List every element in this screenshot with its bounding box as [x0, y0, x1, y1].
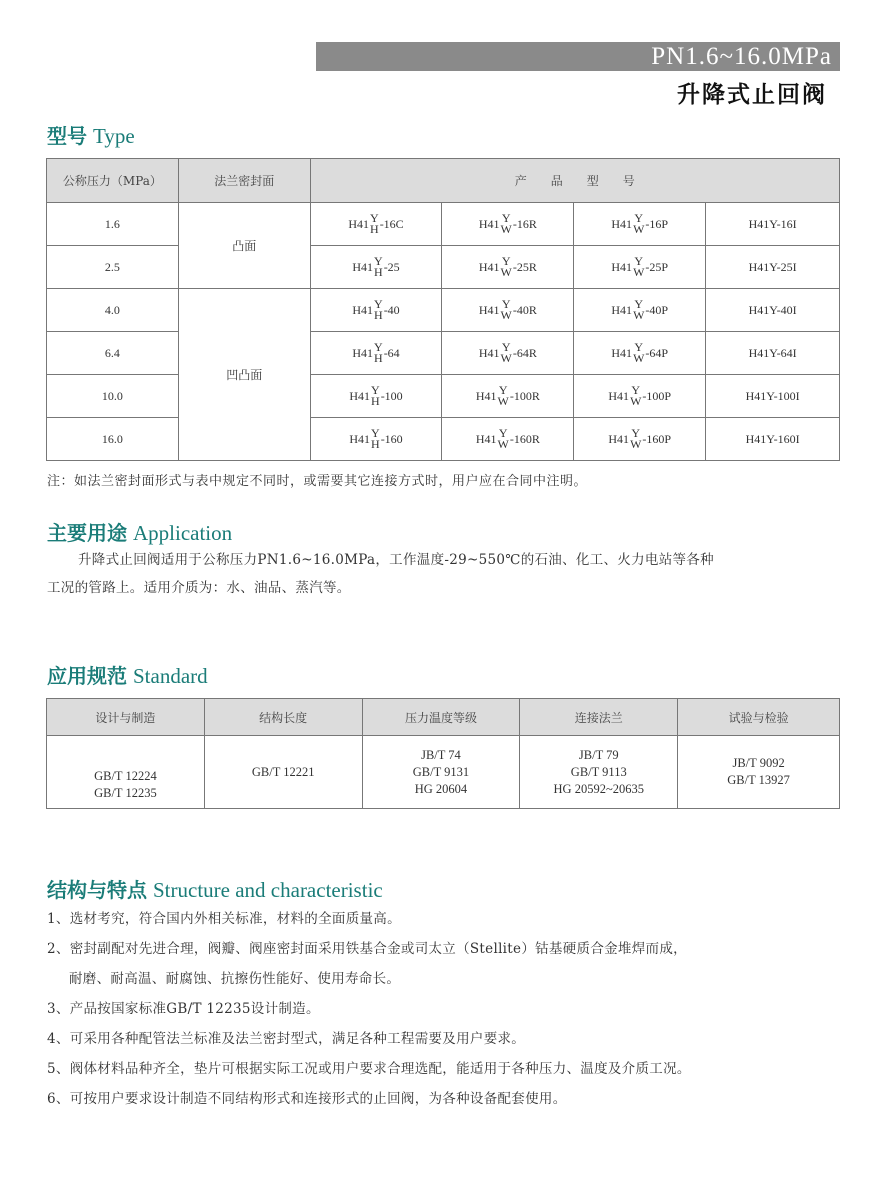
model-cell — [442, 246, 574, 289]
model-variant-top: Y — [634, 254, 644, 268]
model-variant-top: Y — [371, 426, 380, 440]
std-cell-design — [47, 736, 205, 809]
pressure-range: PN1.6~16.0MPa — [651, 43, 832, 70]
model-prefix: H41 — [608, 388, 630, 403]
model-suffix: -40R — [512, 302, 537, 317]
model-suffix: -64R — [512, 345, 537, 360]
model-variant-bottom: W — [630, 394, 642, 408]
model-prefix: H41 — [475, 388, 497, 403]
model-cell — [574, 418, 706, 461]
model-prefix: H41 — [611, 259, 633, 274]
model-variant-top: Y — [374, 254, 383, 268]
model-cell — [574, 246, 706, 289]
model-cell — [442, 332, 574, 375]
model-suffix: -100 — [380, 388, 403, 403]
type-section-title — [47, 120, 135, 149]
model-code — [608, 428, 671, 450]
model-variant-top: Y — [631, 383, 641, 397]
pressure-cell: 1.6 — [47, 203, 179, 246]
model-suffix: -100R — [509, 388, 540, 403]
std-header-flange: 连接法兰 — [520, 699, 678, 736]
model-cell — [574, 375, 706, 418]
model-suffix: -40 — [383, 302, 400, 317]
seal-face-cell: 凸面 — [178, 203, 310, 289]
model-cell — [310, 203, 442, 246]
model-code — [352, 342, 399, 364]
std-cell-test — [678, 736, 840, 809]
std-cell-pressure-rating — [362, 736, 520, 809]
model-variant-bottom: H — [374, 308, 383, 322]
std-value: GB/T 12224 — [94, 769, 157, 783]
model-variant-bottom: H — [371, 394, 380, 408]
model-variant-bottom: H — [374, 265, 383, 279]
model-suffix: -160P — [642, 431, 672, 446]
model-prefix: H41 — [611, 302, 633, 317]
model-variant-bottom: W — [500, 265, 512, 279]
type-title-cn: 型号 — [47, 124, 87, 148]
model-prefix: H41 — [352, 259, 374, 274]
standard-title-cn: 应用规范 — [47, 664, 127, 688]
type-table-header — [47, 159, 840, 203]
model-variant-bottom: H — [374, 351, 383, 365]
structure-item: 3、产品按国家标准GB/T 12235设计制造。 — [47, 1001, 320, 1017]
model-prefix: H41 — [352, 302, 374, 317]
model-variant — [374, 256, 383, 278]
model-variant-top: Y — [498, 426, 508, 440]
std-header-test: 试验与检验 — [678, 699, 840, 736]
std-value: GB/T 13927 — [727, 773, 790, 787]
table-row — [47, 418, 840, 461]
model-variant-top: Y — [370, 211, 379, 225]
model-suffix: -25 — [383, 259, 400, 274]
table-row — [47, 289, 840, 332]
standard-section-title — [47, 660, 208, 689]
model-suffix: -25R — [512, 259, 537, 274]
model-variant — [501, 299, 512, 321]
pressure-cell: 16.0 — [47, 418, 179, 461]
model-variant — [371, 385, 380, 407]
structure-item: 耐磨、耐高温、耐腐蚀、抗擦伤性能好、使用寿命长。 — [69, 971, 401, 987]
model-variant-bottom: W — [633, 351, 645, 365]
model-suffix: -160 — [380, 431, 403, 446]
std-value: JB/T 9092 — [732, 756, 785, 770]
pressure-cell: 4.0 — [47, 289, 179, 332]
model-variant-bottom: W — [633, 265, 645, 279]
model-variant — [501, 256, 512, 278]
model-prefix: H41 — [352, 345, 374, 360]
structure-item: 2、密封副配对先进合理，阀瓣、阀座密封面采用铁基合金或司太立（Stellite）钴基硬质合金堆焊而成， — [47, 941, 687, 957]
model-variant — [633, 342, 644, 364]
model-cell — [574, 203, 706, 246]
model-variant-bottom: W — [500, 222, 512, 236]
type-title-en: Type — [93, 124, 135, 148]
application-text — [47, 546, 847, 602]
std-cell-length — [204, 736, 362, 809]
model-variant-top: Y — [374, 340, 383, 354]
header-pressure: 公称压力（MPa） — [47, 159, 179, 203]
model-variant-top: Y — [634, 340, 644, 354]
model-cell: H41Y-160I — [706, 418, 840, 461]
std-value: GB/T 9113 — [570, 764, 627, 779]
model-code — [349, 428, 402, 450]
pressure-cell: 2.5 — [47, 246, 179, 289]
std-value: GB/T 9131 — [412, 764, 470, 779]
model-variant-bottom: W — [630, 437, 642, 451]
application-section-title — [47, 517, 232, 546]
model-code — [352, 299, 399, 321]
std-value: HG 20604 — [414, 781, 468, 796]
model-code — [479, 299, 537, 321]
model-cell: H41Y-40I — [706, 289, 840, 332]
model-prefix: H41 — [611, 345, 633, 360]
model-cell — [310, 418, 442, 461]
header-banner — [316, 42, 840, 71]
model-code — [479, 213, 537, 235]
model-variant — [498, 428, 509, 450]
model-code — [611, 342, 668, 364]
product-title: 升降式止回阀 — [677, 82, 827, 108]
model-cell — [442, 203, 574, 246]
model-cell — [442, 289, 574, 332]
model-suffix: -64 — [383, 345, 400, 360]
model-prefix: H41 — [349, 431, 371, 446]
structure-item: 6、可按用户要求设计制造不同结构形式和连接形式的止回阀，为各种设备配套使用。 — [47, 1091, 567, 1107]
std-header-length: 结构长度 — [204, 699, 362, 736]
model-variant-top: Y — [498, 383, 508, 397]
model-cell — [574, 289, 706, 332]
model-variant — [630, 385, 641, 407]
pressure-cell: 10.0 — [47, 375, 179, 418]
model-cell: H41Y-64I — [706, 332, 840, 375]
header-seal: 法兰密封面 — [178, 159, 310, 203]
model-suffix: -100P — [642, 388, 672, 403]
model-suffix: -160R — [509, 431, 540, 446]
model-prefix: H41 — [611, 216, 633, 231]
structure-item: 4、可采用各种配管法兰标准及法兰密封型式，满足各种工程需要及用户要求。 — [47, 1031, 526, 1047]
model-variant-top: Y — [501, 297, 511, 311]
model-prefix: H41 — [475, 431, 497, 446]
model-suffix: -16C — [379, 216, 404, 231]
model-variant — [501, 213, 512, 235]
std-value: GB/T 12221 — [251, 764, 315, 779]
model-prefix: H41 — [478, 216, 500, 231]
model-variant-top: Y — [634, 211, 644, 225]
model-cell — [310, 375, 442, 418]
std-value: JB/T 74 — [421, 747, 461, 762]
model-cell: H41Y-100I — [706, 375, 840, 418]
model-code — [348, 213, 403, 235]
pressure-cell: 6.4 — [47, 332, 179, 375]
structure-section-title — [47, 874, 383, 903]
model-variant — [498, 385, 509, 407]
model-prefix: H41 — [478, 302, 500, 317]
standard-table — [46, 698, 840, 809]
table-row — [47, 203, 840, 246]
model-cell — [310, 246, 442, 289]
model-prefix: H41 — [478, 259, 500, 274]
structure-list — [47, 905, 691, 1115]
model-code — [608, 385, 671, 407]
model-cell — [442, 418, 574, 461]
model-suffix: -16P — [645, 216, 669, 231]
model-code — [611, 213, 668, 235]
model-cell — [310, 332, 442, 375]
structure-item: 5、阀体材料品种齐全，垫片可根据实际工况或用户要求合理选配，能适用于各种压力、温度及介质工况。 — [47, 1061, 691, 1077]
table-row — [47, 375, 840, 418]
model-variant-top: Y — [501, 340, 511, 354]
model-code — [479, 256, 537, 278]
std-value: GB/T 12235 — [94, 786, 157, 800]
model-variant-bottom: W — [497, 437, 509, 451]
model-variant — [501, 342, 512, 364]
model-code — [349, 385, 402, 407]
model-variant-top: Y — [374, 297, 383, 311]
model-variant — [633, 213, 644, 235]
model-prefix: H41 — [478, 345, 500, 360]
application-title-en: Application — [133, 521, 233, 545]
model-variant-bottom: W — [500, 308, 512, 322]
model-variant-top: Y — [371, 383, 380, 397]
standard-table-row — [47, 736, 840, 809]
standard-table-header — [47, 699, 840, 736]
model-variant-bottom: H — [371, 437, 380, 451]
model-variant-top: Y — [501, 254, 511, 268]
model-variant — [374, 299, 383, 321]
model-code — [611, 299, 668, 321]
model-prefix: H41 — [349, 388, 371, 403]
std-value: JB/T 79 — [578, 747, 619, 762]
structure-title-cn: 结构与特点 — [47, 878, 147, 902]
model-suffix: -25P — [645, 259, 669, 274]
model-prefix: H41 — [608, 431, 630, 446]
model-cell — [574, 332, 706, 375]
model-code — [352, 256, 399, 278]
model-variant-top: Y — [634, 297, 644, 311]
std-header-design: 设计与制造 — [47, 699, 205, 736]
model-cell: H41Y-16I — [706, 203, 840, 246]
std-cell-flange — [520, 736, 678, 809]
model-variant-bottom: W — [633, 308, 645, 322]
model-prefix: H41 — [348, 216, 370, 231]
structure-item: 1、选材考究，符合国内外相关标准，材料的全面质量高。 — [47, 911, 401, 927]
application-line-2: 工况的管路上。适用介质为：水、油品、蒸汽等。 — [47, 580, 351, 596]
model-variant-bottom: W — [497, 394, 509, 408]
structure-title-en: Structure and characteristic — [153, 878, 383, 902]
model-variant — [630, 428, 641, 450]
model-variant-top: Y — [631, 426, 641, 440]
model-code — [611, 256, 668, 278]
model-variant-bottom: H — [370, 222, 379, 236]
model-variant — [370, 213, 379, 235]
model-code — [479, 342, 537, 364]
seal-face-cell: 凹凸面 — [178, 289, 310, 461]
std-value: HG 20592~20635 — [553, 781, 644, 796]
application-title-cn: 主要用途 — [47, 521, 127, 545]
model-cell: H41Y-25I — [706, 246, 840, 289]
application-line-1: 升降式止回阀适用于公称压力PN1.6~16.0MPa，工作温度-29~550℃的石油、化工、火力电站等各种 — [78, 552, 714, 568]
model-cell — [442, 375, 574, 418]
model-variant-bottom: W — [633, 222, 645, 236]
model-code — [476, 385, 540, 407]
model-variant-bottom: W — [500, 351, 512, 365]
model-cell — [310, 289, 442, 332]
model-code — [476, 428, 540, 450]
model-variant-top: Y — [501, 211, 511, 225]
model-suffix: -40P — [645, 302, 669, 317]
header-model: 产 品 型 号 — [310, 159, 839, 203]
std-header-pressure-rating: 压力温度等级 — [362, 699, 520, 736]
standard-title-en: Standard — [133, 664, 208, 688]
table-row — [47, 332, 840, 375]
model-variant — [633, 299, 644, 321]
model-variant — [633, 256, 644, 278]
model-variant — [371, 428, 380, 450]
type-table — [46, 158, 840, 461]
type-note: 注：如法兰密封面形式与表中规定不同时，或需要其它连接方式时，用户应在合同中注明。 — [47, 474, 588, 489]
model-suffix: -16R — [512, 216, 537, 231]
table-row — [47, 246, 840, 289]
model-suffix: -64P — [645, 345, 669, 360]
model-variant — [374, 342, 383, 364]
